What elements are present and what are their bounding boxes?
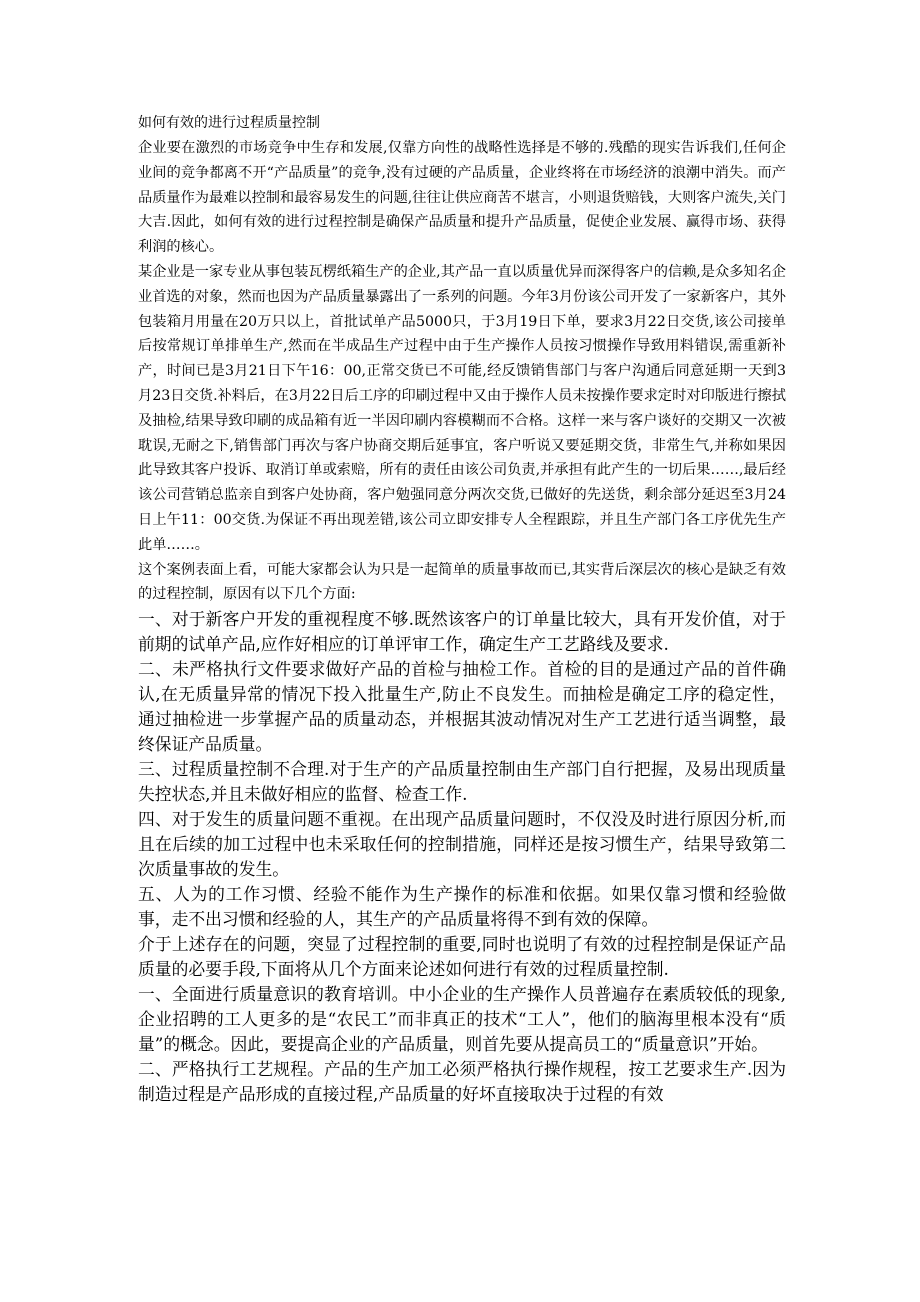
paragraph-method-1: 一、全面进行质量意识的教育培训。中小企业的生产操作人员普遍存在素质较低的现象,企业招聘的工人更多的是“农民工”而非真正的技术“工人”，他们的脑海里根本没有“质量”的概念。因此，要提高企业的产品质量，则首先要从提高员工的“质量意识”开始。 — [138, 984, 786, 1055]
paragraph-method-2: 二、严格执行工艺规程。产品的生产加工必须严格执行操作规程，按工艺要求生产.因为制造过程是产品形成的直接过程,产品质量的好坏直接取决于过程的有效 — [138, 1059, 786, 1105]
document-title: 如何有效的进行过程质量控制 — [138, 115, 320, 131]
paragraph-analysis-intro: 这个案例表面上看，可能大家都会认为只是一起简单的质量事故而已,其实背后深层次的核心是缺乏有效的过程控制，原因有以下几个方面: — [138, 561, 786, 603]
paragraph-transition: 介于上述存在的问题，突显了过程控制的重要,同时也说明了有效的过程控制是保证产品质量的必要手段,下面将从几个方面来论述如何进行有效的过程质量控制. — [138, 934, 786, 980]
document-page — [138, 112, 786, 1107]
paragraph-intro: 企业要在激烈的市场竞争中生存和发展,仅靠方向性的战略性选择是不够的.残酷的现实告诉我们,任何企业间的竞争都离不开“产品质量”的竞争,没有过硬的产品质量，企业终将在市场经济的浪潮中消失。而产品质量作为最难以控制和最容易发生的问题,往往让供应商苦不堪言，小则退货赔钱，大则客户流失,关门大吉.因此，如何有效的进行过程控制是确保产品质量和提升产品质量，促使企业发展、赢得市场、获得利润的核心。 — [138, 140, 786, 256]
paragraph-reason-4: 四、对于发生的质量问题不重视。在出现产品质量问题时，不仅没及时进行原因分析,而且在后续的加工过程中也未采取任何的控制措施，同样还是按习惯生产，结果导致第二次质量事故的发生。 — [138, 809, 786, 880]
paragraph-case: 某企业是一家专业从事包装瓦楞纸箱生产的企业,其产品一直以质量优异而深得客户的信赖,是众多知名企业首选的对象，然而也因为产品质量暴露出了一系列的问题。今年3月份该公司开发了一家新客户，其外包装箱月用量在20万只以上，首批试单产品5000只，于3月19日下单，要求3月22日交货,该公司接单后按常规订单排单生产,然而在半成品生产过程中由于生产操作人员按习惯操作导致用料错误,需重新补产，时间已是3月21日下午16：00,正常交货已不可能,经反馈销售部门与客户沟通后同意延期一天到3月23日交货.补料后，在3月22日后工序的印刷过程中又由于操作人员未按操作要求定时对印版进行擦拭及抽检,结果导致印刷的成品箱有近一半因印刷内容模糊而不合格。这样一来与客户谈好的交期又一次被耽误,无耐之下,销售部门再次与客户协商交期后延事宜，客户听说又要延期交货，非常生气,并称如果因此导致其客户投诉、取消订单或索赔，所有的责任由该公司负责,并承担有此产生的一切后果……,最后经该公司营销总监亲自到客户处协商，客户勉强同意分两次交货,已做好的先送货，剩余部分延迟至3月24日上午11：00交货.为保证不再出现差错,该公司立即安排专人全程跟踪，并且生产部门各工序优先生产此单……。 — [138, 263, 786, 553]
paragraph-reason-5: 五、人为的工作习惯、经验不能作为生产操作的标准和依据。如果仅靠习惯和经验做事，走不出习惯和经验的人，其生产的产品质量将得不到有效的保障。 — [138, 884, 786, 930]
paragraph-reason-2: 二、未严格执行文件要求做好产品的首检与抽检工作。首检的目的是通过产品的首件确认,在无质量异常的情况下投入批量生产,防止不良发生。而抽检是确定工序的稳定性，通过抽检进一步掌握产品的质量动态，并根据其波动情况对生产工艺进行适当调整，最终保证产品质量。 — [138, 659, 786, 755]
paragraph-reason-3: 三、过程质量控制不合理.对于生产的产品质量控制由生产部门自行把握，及易出现质量失控状态,并且未做好相应的监督、检查工作. — [138, 759, 786, 805]
paragraph-reason-1: 一、对于新客户开发的重视程度不够.既然该客户的订单量比较大，具有开发价值，对于前期的试单产品,应作好相应的订单评审工作，确定生产工艺路线及要求. — [138, 609, 786, 655]
